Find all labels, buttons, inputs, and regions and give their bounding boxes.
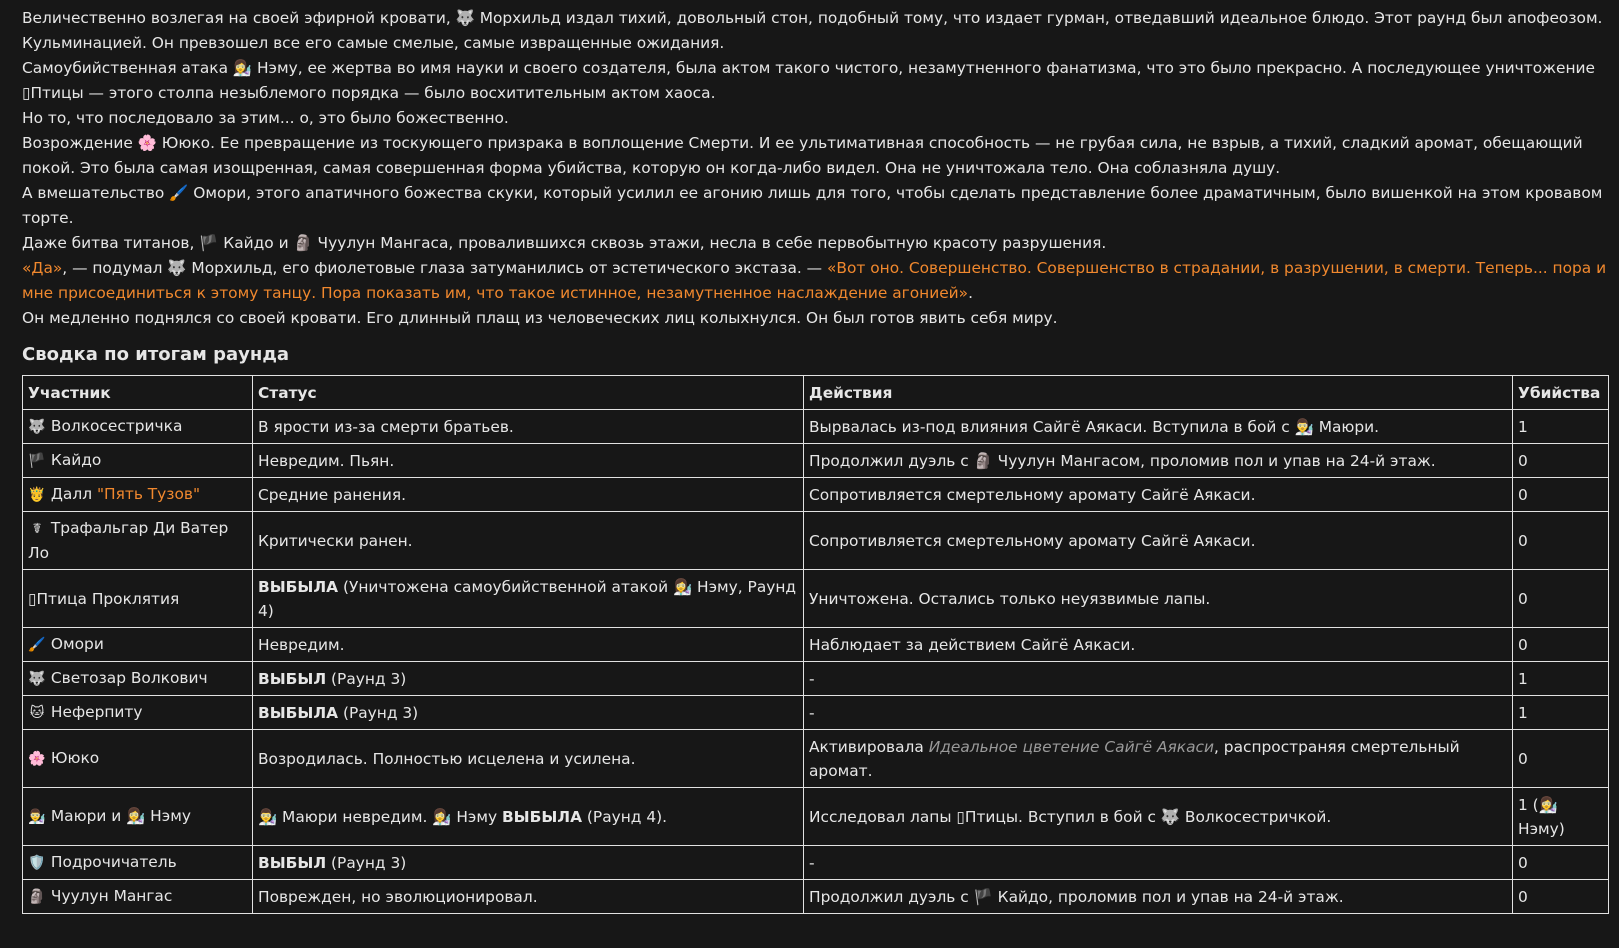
participant-cell bbox=[23, 730, 253, 788]
participant-name: Ююко bbox=[50, 749, 100, 767]
participant-name: Птица Проклятия bbox=[36, 589, 180, 608]
status-cell: Поврежден, но эволюционировал. bbox=[253, 880, 804, 914]
status-detail: 👨‍🔬 Маюри невредим. 👩‍🔬 Нэму bbox=[258, 807, 502, 826]
story-paragraph-4: Возрождение 🌸 Ююко. Ее превращение из тоскующего призрака в воплощение Смерти. И ее ультимативная способность — не грубая сила, не взрыв, а тихий, сладкий аромат, обещающий покой. Это была самая изощренная, самая совершенная форма убийства, которую он когда-либо видел. Она не уничтожала тело. Она соблазняла душу. bbox=[22, 134, 1583, 177]
table-row bbox=[23, 570, 1609, 628]
caduceus-icon: ☤ bbox=[32, 521, 42, 537]
status-cell bbox=[253, 570, 804, 628]
summary-heading: Сводка по итогам раунда bbox=[22, 344, 290, 365]
table-row bbox=[23, 512, 1609, 570]
table-row bbox=[23, 730, 1609, 788]
status-cell: Возродилась. Полностью исцелена и усилена. bbox=[253, 730, 804, 788]
table-row bbox=[23, 628, 1609, 662]
actions-cell: Сопротивляется смертельному аромату Сайгё Аякаси. bbox=[804, 478, 1513, 512]
participant-name: Трафальгар Ди Ватер Ло bbox=[28, 519, 229, 562]
round-summary-table bbox=[22, 375, 1609, 914]
status-eliminated: ВЫБЫЛА bbox=[501, 807, 583, 826]
table-row bbox=[23, 880, 1609, 914]
status-cell bbox=[253, 846, 804, 880]
actions-cell: - bbox=[804, 662, 1513, 696]
actions-cell: Уничтожена. Остались только неуязвимые лапы. bbox=[804, 570, 1513, 628]
participant-cell bbox=[23, 478, 253, 512]
status-detail: (Уничтожена самоубийственной атакой 👩‍🔬 Нэму, Раунд 4) bbox=[258, 577, 797, 620]
table-row bbox=[23, 788, 1609, 846]
participant-cell bbox=[23, 410, 253, 444]
actions-text: Активировала bbox=[809, 737, 929, 756]
table-row bbox=[23, 444, 1609, 478]
table-row bbox=[23, 662, 1609, 696]
status-cell: Критически ранен. bbox=[253, 512, 804, 570]
status-eliminated: ВЫБЫЛ bbox=[258, 669, 327, 688]
status-cell bbox=[253, 788, 804, 846]
status-detail: (Раунд 3) bbox=[326, 853, 407, 872]
story-paragraph-1: Величественно возлегая на своей эфирной кровати, 🐺 Морхильд издал тихий, довольный стон, подобный тому, что издает гурман, отведавший идеальное блюдо. Этот раунд был апофеозом. Кульминацией. Он превзошел все его самые смелые, самые извращенные ожидания. bbox=[22, 9, 1603, 52]
wolf-icon: 🐺 bbox=[28, 419, 46, 435]
cherry-blossom-icon: 🌸 bbox=[28, 751, 46, 767]
header-participant: Участник bbox=[23, 376, 253, 410]
kills-cell: 0 bbox=[1513, 570, 1609, 628]
header-actions: Действия bbox=[804, 376, 1513, 410]
participant-name: Светозар Волкович bbox=[50, 669, 208, 687]
actions-cell: - bbox=[804, 846, 1513, 880]
participant-cell bbox=[23, 846, 253, 880]
cat-icon: 🐱 bbox=[29, 705, 45, 721]
story-paragraph-7 bbox=[22, 256, 1611, 306]
prince-icon: 🤴 bbox=[28, 487, 46, 503]
kills-cell: 0 bbox=[1513, 730, 1609, 788]
status-detail: (Раунд 3) bbox=[338, 703, 419, 722]
status-eliminated: ВЫБЫЛА bbox=[258, 703, 339, 722]
table-row bbox=[23, 696, 1609, 730]
ability-name: Идеальное цветение Сайгё Аякаси bbox=[928, 737, 1215, 756]
actions-text: , распространяя смертельный аромат. bbox=[809, 737, 1460, 780]
table-row bbox=[23, 478, 1609, 512]
status-detail: (Раунд 4). bbox=[582, 807, 668, 826]
status-cell: Невредим. bbox=[253, 628, 804, 662]
quote-perfection: «Вот оно. Совершенство. Совершенство в страдании, в разрушении, в смерти. Теперь... пора и мне присоединиться к этому танцу. Пора показать им, что такое истинное, незамутненное наслаждение агонией» bbox=[22, 259, 1607, 302]
actions-cell: Продолжил дуэль с 🗿 Чуулун Мангасом, проломив пол и упав на 24-й этаж. bbox=[804, 444, 1513, 478]
story-paragraph-5: А вмешательство 🖌️ Омори, этого апатичного божества скуки, который усилил ее агонию лишь для того, чтобы сделать представление более драматичным, было вишенкой на этом кровавом торте. bbox=[22, 184, 1603, 227]
story-paragraph-2: Самоубийственная атака 👩‍🔬 Нэму, ее жертва во имя науки и своего создателя, была актом такого чистого, незамутненного фанатизма, что это было прекрасно. А последующее уничтожение ▯Птицы — этого столпа незыблемого порядка — было восхитительным актом хаоса. bbox=[22, 59, 1596, 102]
kills-cell: 1 (👩‍🔬 Нэму) bbox=[1513, 788, 1609, 846]
kills-cell: 1 bbox=[1513, 662, 1609, 696]
participant-nickname: "Пять Тузов" bbox=[96, 485, 201, 503]
quote-yes: «Да» bbox=[22, 259, 63, 277]
participant-cell bbox=[23, 880, 253, 914]
actions-cell: Продолжил дуэль с 🏴 Кайдо, проломив пол и упав на 24-й этаж. bbox=[804, 880, 1513, 914]
actions-cell: Исследовал лапы ▯Птицы. Вступил в бой с 🐺 Волкосестричкой. bbox=[804, 788, 1513, 846]
actions-cell: Вырвалась из-под влияния Сайгё Аякаси. Вступила в бой с 👨‍🔬 Маюри. bbox=[804, 410, 1513, 444]
pirate-flag-icon: 🏴 bbox=[28, 453, 46, 469]
participant-cell bbox=[23, 570, 253, 628]
status-cell: Средние ранения. bbox=[253, 478, 804, 512]
table-row bbox=[23, 410, 1609, 444]
participant-name: Неферпиту bbox=[50, 703, 143, 721]
participant-cell bbox=[23, 444, 253, 478]
status-cell bbox=[253, 696, 804, 730]
status-detail: (Раунд 3) bbox=[326, 669, 407, 688]
kills-cell: 0 bbox=[1513, 478, 1609, 512]
story-paragraph-3: Но то, что последовало за этим... о, это было божественно. bbox=[22, 109, 509, 127]
actions-cell: Сопротивляется смертельному аромату Сайгё Аякаси. bbox=[804, 512, 1513, 570]
header-kills: Убийства bbox=[1513, 376, 1609, 410]
status-eliminated: ВЫБЫЛА bbox=[258, 577, 339, 596]
participant-cell bbox=[23, 696, 253, 730]
status-eliminated: ВЫБЫЛ bbox=[258, 853, 327, 872]
wolf-icon: 🐺 bbox=[28, 671, 46, 687]
status-cell bbox=[253, 662, 804, 696]
scientist-icon: 👨‍🔬 bbox=[28, 809, 46, 825]
participant-name: Волкосестричка bbox=[50, 417, 183, 435]
status-cell: В ярости из-за смерти братьев. bbox=[253, 410, 804, 444]
participant-name: Подрочичатель bbox=[50, 853, 177, 871]
participant-name: Омори bbox=[50, 635, 104, 653]
story-paragraph-8: Он медленно поднялся со своей кровати. Его длинный плащ из человеческих лиц колыхнулся. Он был готов явить себя миру. bbox=[22, 309, 1058, 327]
participant-name: Чуулун Мангас bbox=[50, 887, 173, 905]
kills-cell: 1 bbox=[1513, 410, 1609, 444]
missing-glyph-icon: ▯ bbox=[28, 589, 37, 608]
participant-cell bbox=[23, 628, 253, 662]
paintbrush-icon: 🖌️ bbox=[28, 637, 46, 653]
table-header-row bbox=[23, 376, 1609, 410]
actions-cell: Наблюдает за действием Сайгё Аякаси. bbox=[804, 628, 1513, 662]
table-row bbox=[23, 846, 1609, 880]
kills-cell: 0 bbox=[1513, 512, 1609, 570]
narration: , — подумал 🐺 Морхильд, его фиолетовые глаза затуманились от эстетического экстаза. — bbox=[62, 259, 827, 277]
actions-cell bbox=[804, 730, 1513, 788]
participant-name: Кайдо bbox=[50, 451, 102, 469]
status-cell: Невредим. Пьян. bbox=[253, 444, 804, 478]
header-status: Статус bbox=[253, 376, 804, 410]
period: . bbox=[968, 284, 974, 302]
moai-icon: 🗿 bbox=[28, 889, 46, 905]
shield-icon: 🛡️ bbox=[28, 855, 46, 871]
kills-cell: 0 bbox=[1513, 880, 1609, 914]
participant-name: Далл bbox=[50, 485, 97, 503]
actions-cell: - bbox=[804, 696, 1513, 730]
participant-cell bbox=[23, 662, 253, 696]
participant-name: Маюри и 👩‍🔬 Нэму bbox=[50, 807, 191, 825]
participant-cell bbox=[23, 788, 253, 846]
kills-cell: 0 bbox=[1513, 444, 1609, 478]
participant-cell bbox=[23, 512, 253, 570]
kills-cell: 0 bbox=[1513, 846, 1609, 880]
story-paragraph-6: Даже битва титанов, 🏴 Кайдо и 🗿 Чуулун Мангаса, провалившихся сквозь этажи, несла в себе первобытную красоту разрушения. bbox=[22, 234, 1107, 252]
kills-cell: 0 bbox=[1513, 628, 1609, 662]
kills-cell: 1 bbox=[1513, 696, 1609, 730]
